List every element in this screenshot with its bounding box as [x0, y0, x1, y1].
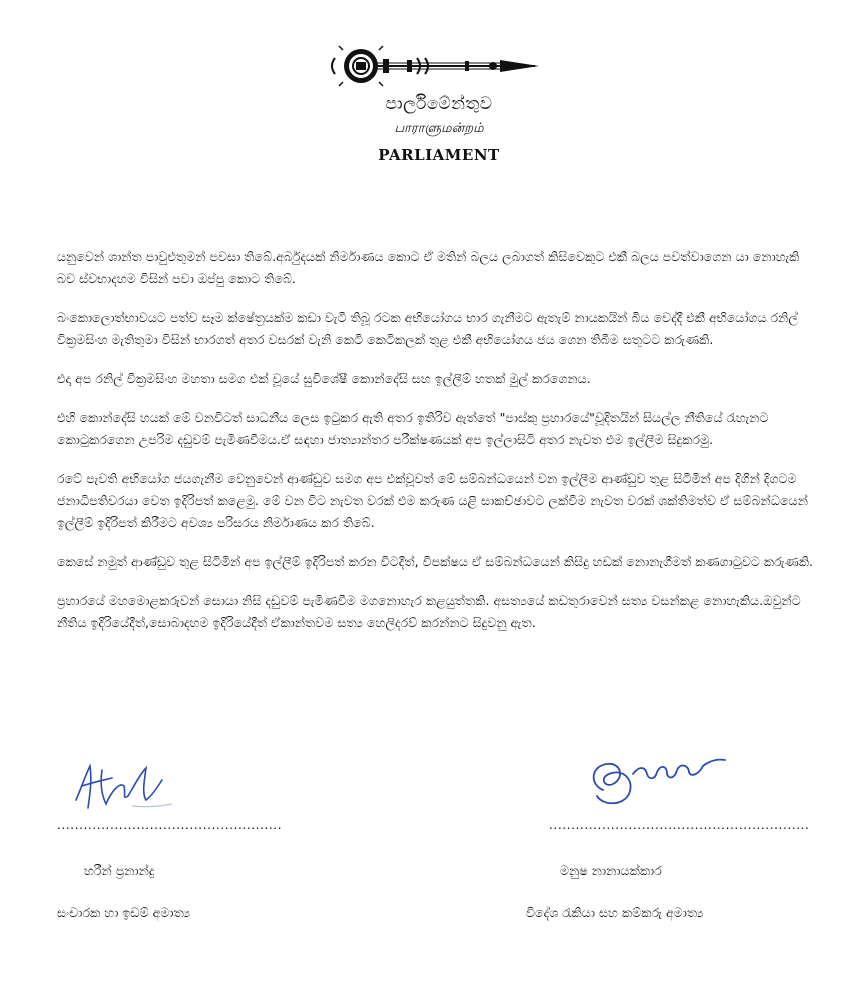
signatory-role-right: විදේශ රැකියා සහ කම්කරු අමාත්‍ය: [526, 905, 704, 920]
parliament-mace-icon: [325, 42, 545, 90]
paragraph: කෙසේ නමුත් ආණ්ඩුව තුළ සිටිමින් අප ඉල්ලීම් ඉදිරිපත් කරන විටදීත්, විපක්ෂය ඒ සම්බන්ධයෙන් කිසිදු හඩක් නොනැගීමත් කණගාටුවට කරුණකි.: [57, 554, 814, 569]
paragraph: එදා අප රනිල් වික්‍රමසිංහ මහතා සමග එක් වූයේ සුවිශේෂී කොන්දේසි සහ ඉල්ලීම් හතක් මුල් කරගෙනය.: [57, 371, 591, 386]
paragraph: රටේ පැවති අභියෝග ජයගැනීම වෙනුවෙන් ආණ්ඩුව සමග අප එක්වූවත් මේ සම්බන්ධයෙන් වන ඉල්ලීම ආණ්ඩුව තුළ සිටිමින් අප දිගින් දිගටම ජනාධිපතිවරයා වෙත ඉදිරිපත් කළෙමු. මේ වන විට නැවත වරක් එම කරුණ යළි සාකච්ඡාවට ලක්වීම නැවත වරක් ශක්තිමත්ව ඒ සම්බන්ධයෙන් ඉල්ලීම් ඉදිරිපත් කිරීමට අවශ්‍ය පරිසරය නිර්මාණය කර තිබේ.: [57, 471, 808, 530]
signatory-name-left: හරීන් ප්‍රනාන්දු: [84, 863, 155, 878]
signatory-name-right: මනුෂ නානායක්කාර: [560, 863, 662, 878]
paragraph: බංකොලොත්භාවයට පත්ව සෑම ක්ෂේත්‍රයක්ම කඩා වැටී තිබූ රටක අභියෝගය භාර ගැනීමට ඇතැම් නායකයින් බිය වෙද්දී එකී අභියෝගය රනිල් වික්‍රමසිංහ මැතිතුමා විසින් භාරගත් අතර වසරක් වැනි කෙටි කෙටිකලක් තුළ එකී අභියෝගය ජය ගෙන තිබීම සතුටට කරුණකි.: [57, 310, 798, 347]
paragraph: එහි කොන්දේසි හයක් මේ වනවිටත් සාධනීය ලෙස ඉටුකර ඇති අතර ඉතිරිව ඇත්තේ "පාස්කු ප්‍රහාරයේ"වූදිතයින් සියල්ල නීතියේ රැහැනට කොටුකරගෙන උපරිම දඩුවම් පැමිණවීමය.ඒ සඳහා ජාත්‍යාන්තර පරීක්ෂණයක් අප ඉල්ලාසිටි අතර නැවත එම ඉල්ලීම සිදුකරමු.: [57, 410, 769, 447]
signature-line-left: ...................................................: [57, 818, 283, 832]
paragraph: ප්‍රහාරයේ මහමොළකරුවන් සොයා නිසි දඩුවම් පැමිණවීම මගනොහැර කළයුත්තකි. අසත්‍යයේ කඩතුරාවෙන් සත්‍ය වසන්කළ නොහැකිය.ඔවුන්ට නීතිය ඉදිරියේදීත්,සොබාදහම ඉදිරියේදීත් ඒකාන්තවම සත්‍ය හෙලිදරව් කරන්නට සිදුවනු ඇත.: [57, 593, 801, 630]
letter-body: [57, 246, 817, 651]
signature-line-right: ...........................................................: [549, 818, 810, 832]
header-title-sinhala: පාර්ලිමේන්තුව: [385, 94, 493, 114]
signature-left: [72, 756, 182, 818]
header-title-tamil: பாராளுமன்றம்: [394, 121, 484, 136]
header-title-english: PARLIAMENT: [378, 146, 500, 164]
signatory-role-left: සංචාරක හා ඉඩම් අමාත්‍ය: [57, 905, 191, 920]
paragraph: යනුවෙන් ශාන්ත පාවුළුතුමන් පවසා තිබේ.අර්බුදයක් නිර්මාණය කොට ඒ මතින් බලය ලබාගත් කිසිවෙකුට එකී බලය පවත්වාගෙන යා නොහැකි බව ස්වභාදහම විසින් පවා ඔප්පු කොට තිබේ.: [57, 249, 800, 286]
signature-right: [583, 750, 733, 812]
